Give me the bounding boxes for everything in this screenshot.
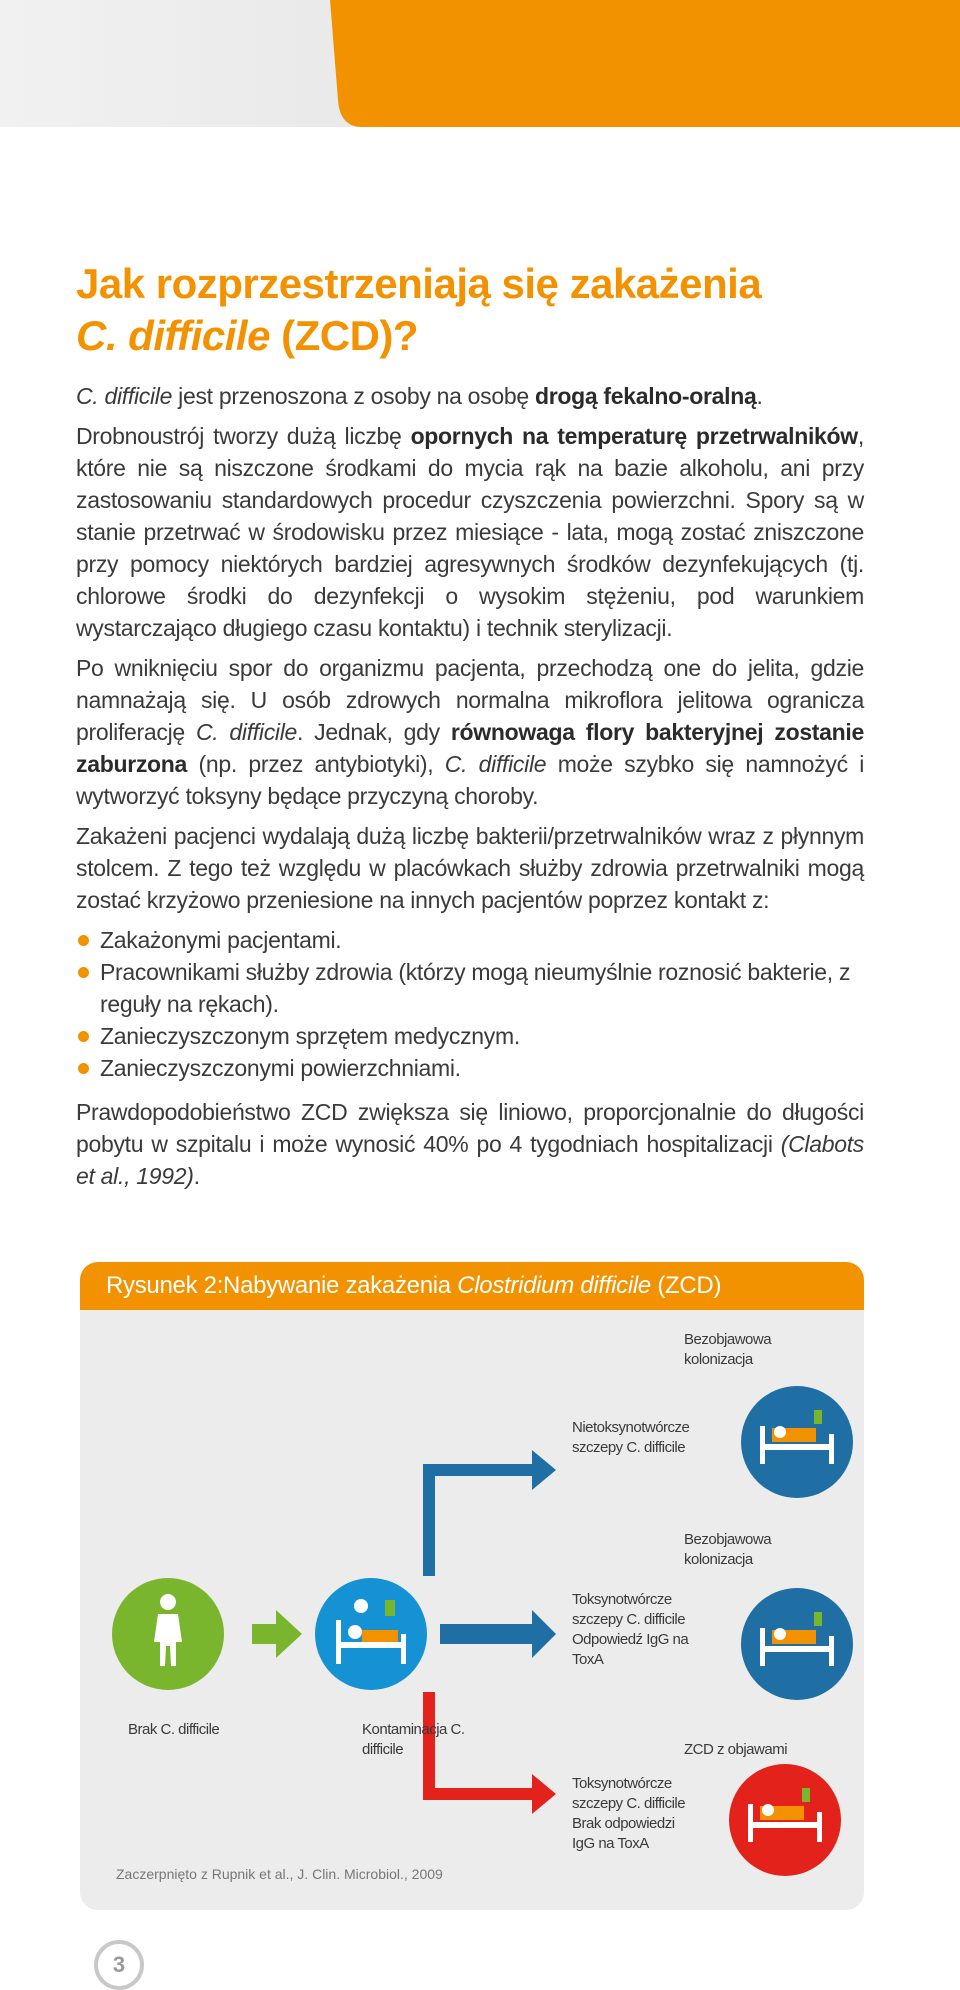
paragraph-2: Drobnoustrój tworzy dużą liczbę opornych na temperaturę przetrwalników, które nie są niszczone środkami do mycia rąk na bazie alkoholu, ani przy zastosowaniu standardowych procedur czyszczenia powierzchni. Spory są w stanie przetrwać w środowisku przez miesiące - lata, mogą zostać zniszczone przy pomocy niektórych bardziej agresywnych środków dezynfekujących (tj. chlorowe środki do dezynfekcji o wysokim stężeniu, pod warunkiem wystarczająco długiego czasu kontaktu) i technik sterylizacji. bbox=[76, 423, 864, 641]
contact-list bbox=[76, 924, 864, 1084]
list-item: Zakażonymi pacjentami. bbox=[76, 924, 864, 956]
page-number: 3 bbox=[94, 1940, 144, 1990]
paragraph-3: Po wniknięciu spor do organizmu pacjenta, przechodzą one do jelita, gdzie namnażają się. U osób zdrowych normalna mikroflora jelitowa ogranicza proliferację C. difficile. Jednak, gdy równowaga flory bakteryjnej zostanie zaburzona (np. przez antybiotyki), C. difficile może szybko się namnożyć i wytworzyć toksyny będące przyczyną choroby. bbox=[76, 655, 865, 809]
body-text bbox=[76, 380, 864, 1200]
list-item: Pracownikami służby zdrowia (którzy mogą nieumyślnie roznosić bakterie, z reguły na rękach). bbox=[76, 956, 864, 1020]
bed-icon-disease bbox=[729, 1764, 841, 1876]
figure-acquisition-diagram bbox=[80, 1262, 864, 1910]
paragraph-4: Zakażeni pacjenci wydalają dużą liczbę bakterii/przetrwalników wraz z płynnym stolcem. Z tego też względu w placówkach służby zdrowia przetrwalniki mogą zostać krzyżowo przeniesione na innych pacjentów poprzez kontakt z: bbox=[76, 823, 864, 913]
branch-arrows bbox=[423, 1450, 556, 1658]
label-toxigenic-no-igg: Toksynotwórcze szczepy C. difficile Brak odpowiedzi IgG na ToxA bbox=[572, 1775, 686, 1852]
figure-title: Rysunek 2:Nabywanie zakażenia Clostridium difficile (ZCD) bbox=[80, 1262, 864, 1310]
label-asymptomatic-1: Bezobjawowa kolonizacja bbox=[684, 1331, 772, 1368]
label-no-cdiff: Brak C. difficile bbox=[128, 1721, 220, 1738]
paragraph-5: Prawdopodobieństwo ZCD zwiększa się liniowo, proporcjonalnie do długości pobytu w szpitalu i może wynosić 40% po 4 tygodniach hospitalizacji (Clabots et al., 1992). bbox=[76, 1099, 864, 1189]
label-symptomatic: ZCD z objawami bbox=[684, 1741, 788, 1758]
label-toxigenic-igg: Toksynotwórcze szczepy C. difficile Odpowiedź IgG na ToxA bbox=[572, 1591, 689, 1668]
label-nontoxigenic: Nietoksynotwórcze szczepy C. difficile bbox=[572, 1419, 690, 1456]
label-contamination: Kontaminacja C. difficile bbox=[362, 1721, 465, 1758]
bed-icon-colonization-1 bbox=[741, 1386, 853, 1498]
arrow-right-green-icon bbox=[252, 1610, 302, 1658]
label-asymptomatic-2: Bezobjawowa kolonizacja bbox=[684, 1531, 772, 1568]
figure-source: Zaczerpnięto z Rupnik et al., J. Clin. Microbiol., 2009 bbox=[116, 1866, 443, 1882]
list-item: Zanieczyszczonymi powierzchniami. bbox=[76, 1052, 864, 1084]
list-item: Zanieczyszczonym sprzętem medycznym. bbox=[76, 1020, 864, 1052]
bed-icon-colonization-2 bbox=[741, 1588, 853, 1700]
header-banner bbox=[0, 0, 960, 127]
paragraph-1: C. difficile jest przenoszona z osoby na osobę drogą fekalno-oralną. bbox=[76, 383, 763, 409]
page-title: Jak rozprzestrzeniają się zakażenia C. difficile (ZCD)? bbox=[76, 260, 762, 359]
healthy-person-icon bbox=[112, 1578, 224, 1690]
contaminated-patient-icon bbox=[315, 1578, 427, 1690]
